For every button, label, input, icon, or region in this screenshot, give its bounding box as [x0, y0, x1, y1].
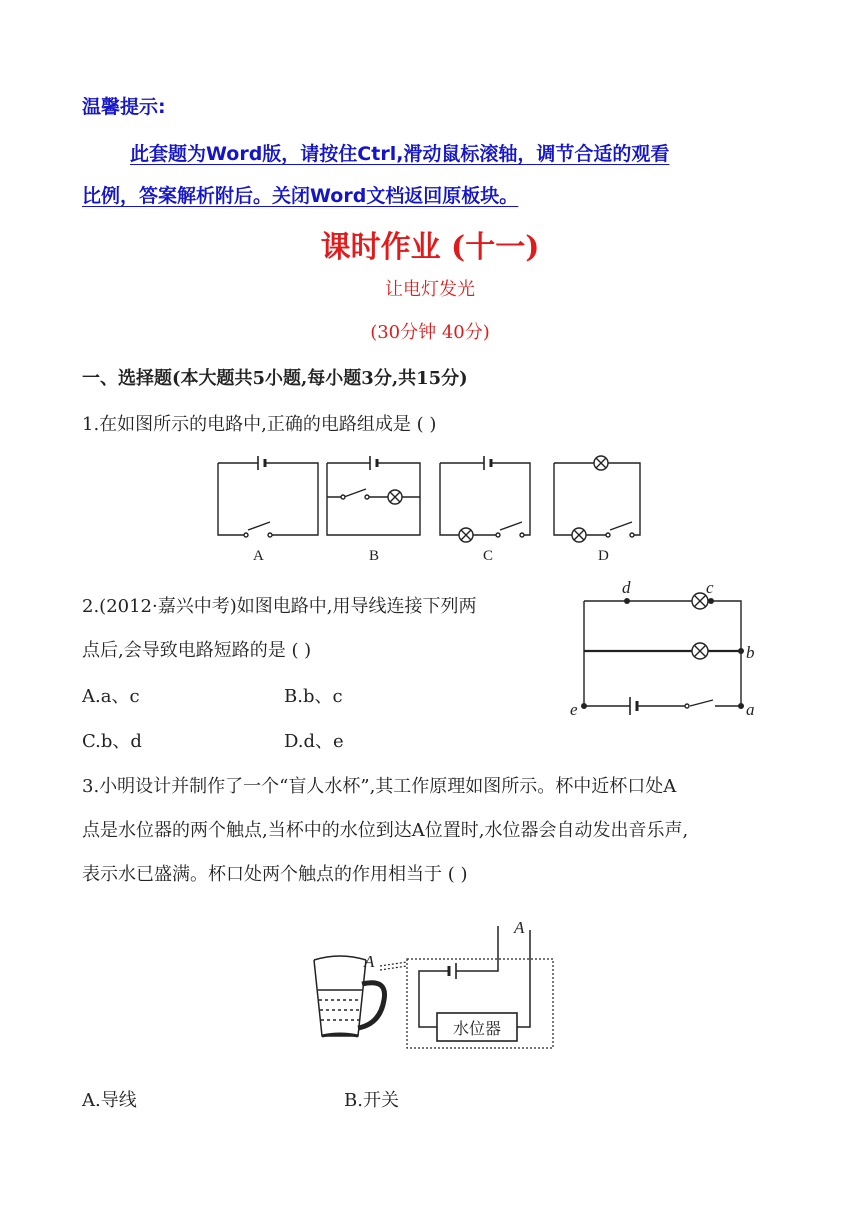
- q1-label-b: B: [369, 548, 380, 564]
- page-title: 课时作业 (十一): [320, 230, 540, 265]
- q2-point-b: b: [746, 643, 755, 662]
- water-level-device-label: 水位器: [452, 1019, 501, 1038]
- section-heading: 一、选择题(本大题共5小题,每小题3分,共15分): [82, 368, 468, 389]
- q2-point-c: c: [706, 578, 714, 597]
- q2-option-d: D.d、e: [284, 731, 344, 752]
- q2-point-d: d: [622, 578, 631, 597]
- tip-heading: 温馨提示:: [82, 96, 166, 118]
- q1-label-d: D: [598, 548, 609, 564]
- q3-stem-line-3: 表示水已盛满。杯口处两个触点的作用相当于 ( ): [82, 864, 468, 885]
- tip-line-2: 比例，答案解析附后。关闭Word文档返回原板块。: [82, 185, 519, 207]
- q2-stem-line-2: 点后,会导致电路短路的是 ( ): [82, 640, 312, 661]
- q3-label-top-a: A: [514, 918, 525, 937]
- time-score: (30分钟 40分): [370, 322, 490, 343]
- q3-stem-line-1: 3.小明设计并制作了一个“盲人水杯”,其工作原理如图所示。杯中近杯口处A: [82, 776, 677, 797]
- q2-point-a: a: [746, 700, 755, 719]
- q3-option-a: A.导线: [82, 1090, 137, 1111]
- q2-option-c: C.b、d: [82, 731, 142, 752]
- q3-option-b: B.开关: [344, 1090, 399, 1111]
- q1-stem: 1.在如图所示的电路中,正确的电路组成是 ( ): [82, 414, 437, 435]
- q2-option-a: A.a、c: [82, 686, 140, 707]
- q3-label-cup-a: A: [364, 952, 375, 971]
- q1-label-a: A: [253, 548, 264, 564]
- q1-label-c: C: [483, 548, 494, 564]
- q2-point-e: e: [570, 700, 578, 719]
- q3-stem-line-2: 点是水位器的两个触点,当杯中的水位到达A位置时,水位器会自动发出音乐声,: [82, 820, 689, 841]
- q2-stem-line-1: 2.(2012·嘉兴中考)如图电路中,用导线连接下列两: [82, 596, 477, 617]
- q2-option-b: B.b、c: [284, 686, 343, 707]
- page-subtitle: 让电灯发光: [385, 279, 475, 300]
- tip-line-1: 此套题为Word版，请按住Ctrl,滑动鼠标滚轴，调节合适的观看: [130, 143, 670, 165]
